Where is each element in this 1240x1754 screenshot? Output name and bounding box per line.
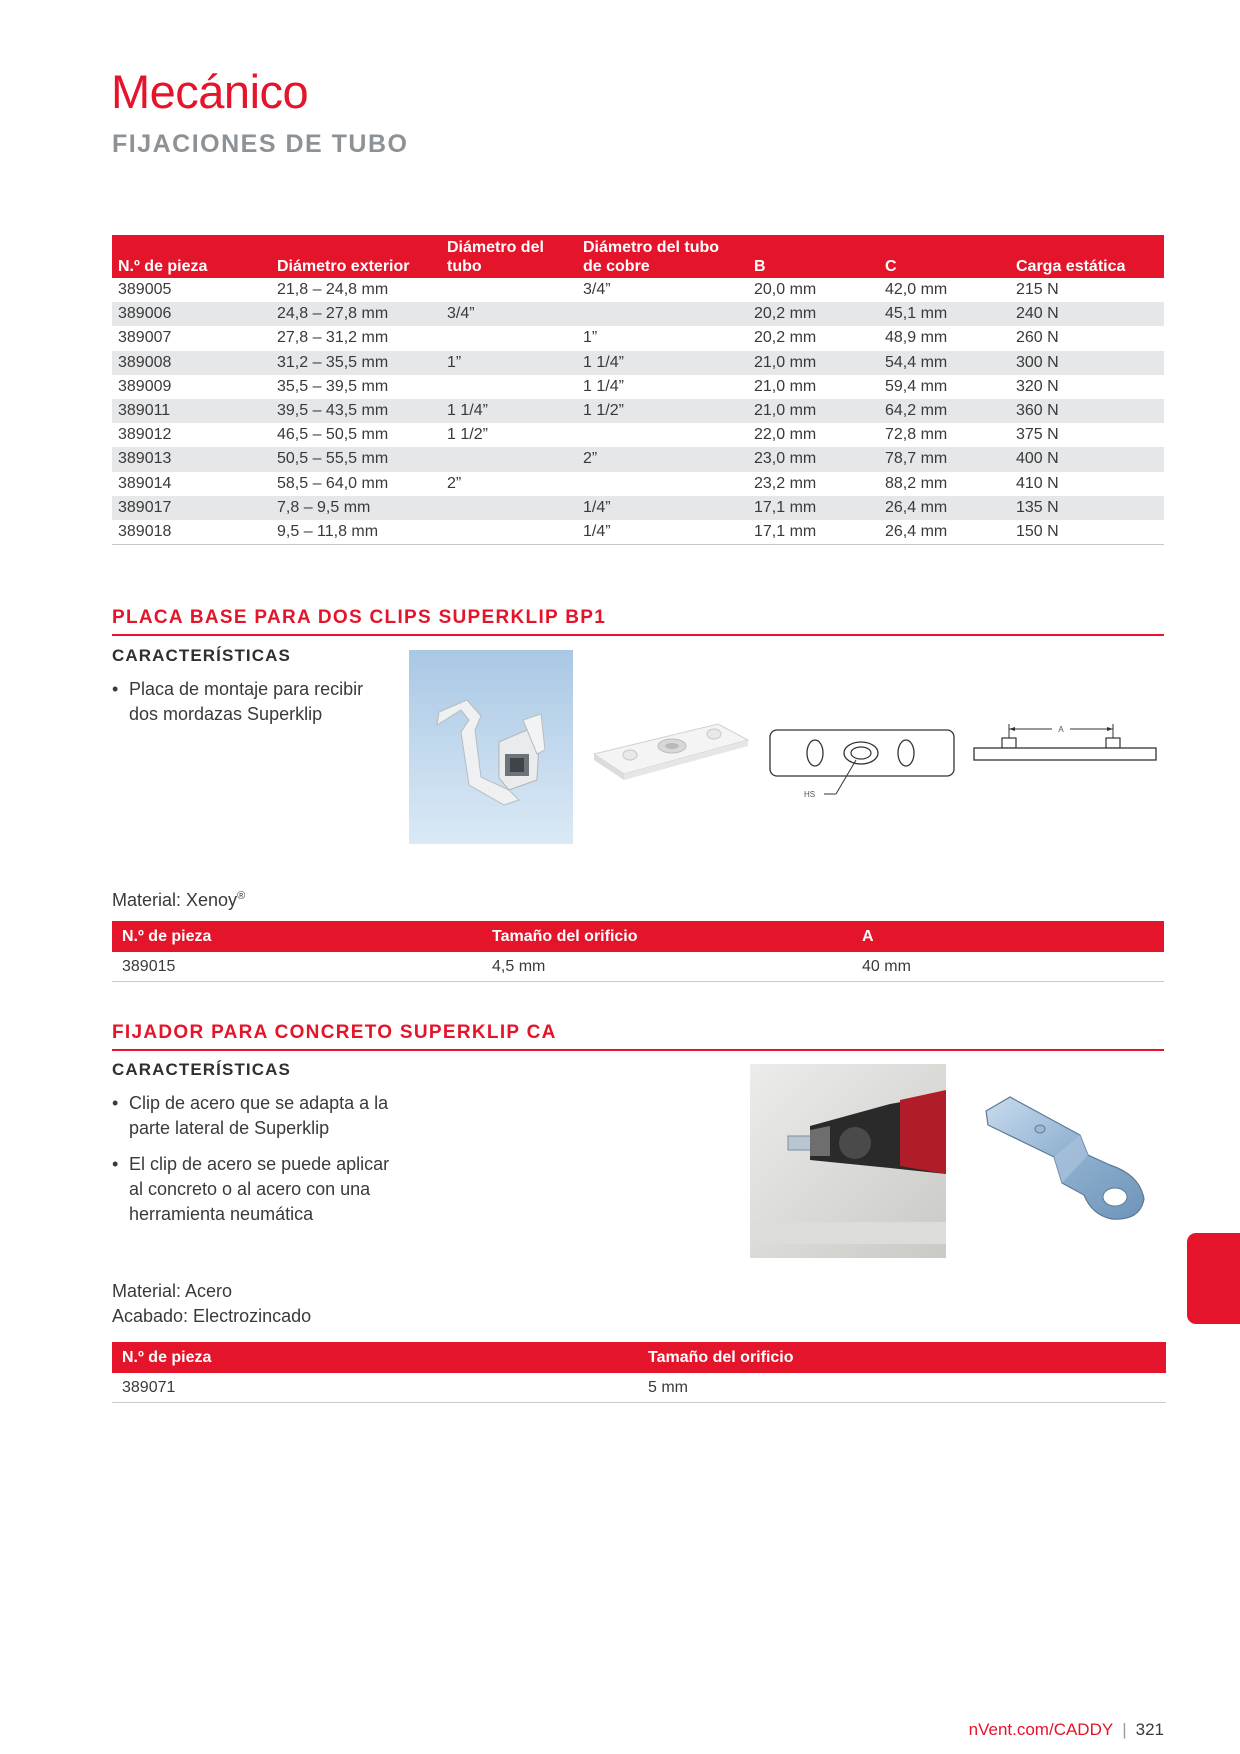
cell-b: 21,0 mm [754, 377, 817, 395]
cell-static-load: 240 N [1010, 302, 1164, 326]
cell-tube-diameter [441, 520, 577, 545]
header-hole-size: Tamaño del orificio [482, 921, 852, 952]
cell-outer-diameter: 24,8 – 27,8 mm [271, 302, 441, 326]
table-header-row [112, 1342, 1166, 1373]
table-row [112, 1373, 1166, 1403]
table-row [112, 351, 1164, 375]
cell-outer-diameter: 21,8 – 24,8 mm [277, 281, 389, 299]
ca-features-title: CARACTERÍSTICAS [112, 1060, 291, 1079]
page-subtitle: FIJACIONES DE TUBO [112, 130, 409, 158]
pipe-fixings-table [112, 235, 1164, 545]
cell-copper-diameter: 1 1/4” [577, 351, 748, 375]
header-hole-size: Tamaño del orificio [638, 1342, 1166, 1373]
table-header-row [112, 921, 1164, 952]
cell-static-load: 320 N [1016, 377, 1059, 395]
cell-part-number: 389015 [112, 952, 482, 982]
cell-c: 54,4 mm [879, 351, 1010, 375]
header-part-number: N.º de pieza [112, 921, 482, 952]
cell-copper-diameter [577, 302, 748, 326]
cell-static-load: 410 N [1016, 474, 1059, 492]
cell-part-number: 389011 [112, 399, 271, 423]
cell-c: 59,4 mm [885, 377, 948, 395]
cell-copper-diameter [577, 472, 748, 496]
table-row [112, 520, 1164, 545]
ca-application-photo [750, 1064, 946, 1258]
cell-outer-diameter: 58,5 – 64,0 mm [277, 474, 389, 492]
bp1-top-view-diagram [768, 720, 958, 802]
cell-outer-diameter: 7,8 – 9,5 mm [271, 496, 441, 520]
cell-tube-diameter: 1 1/2” [447, 426, 488, 444]
header-outer-diameter: Diámetro exterior [271, 235, 441, 278]
header-copper-diameter: Diámetro del tubo de cobre [577, 235, 748, 278]
cell-static-load: 260 N [1016, 329, 1059, 347]
table-row [112, 472, 1164, 496]
bp1-material: Material: Xenoy® [112, 890, 246, 910]
cell-c: 26,4 mm [879, 520, 1010, 545]
cell-copper-diameter: 1/4” [577, 496, 748, 520]
cell-hole-size: 4,5 mm [482, 952, 852, 982]
bp1-feature-item: • Placa de montaje para recibir dos mordazas Superklip [112, 679, 364, 724]
cell-outer-diameter: 31,2 – 35,5 mm [271, 351, 441, 375]
cell-tube-diameter [441, 496, 577, 520]
cell-static-load: 360 N [1010, 399, 1164, 423]
table-row [112, 375, 1164, 399]
hs-label: HS [804, 790, 816, 799]
cell-c: 64,2 mm [879, 399, 1010, 423]
cell-b: 20,2 mm [748, 302, 879, 326]
cell-tube-diameter [441, 447, 577, 471]
ca-section-rule [112, 1049, 1164, 1051]
cell-copper-diameter: 1 1/2” [577, 399, 748, 423]
cell-part-number: 389017 [112, 496, 271, 520]
cell-copper-diameter: 3/4” [583, 281, 611, 299]
table-row [112, 423, 1164, 447]
cell-static-load: 215 N [1016, 281, 1059, 299]
cell-b: 21,0 mm [748, 351, 879, 375]
header-b: B [748, 235, 879, 278]
cell-copper-diameter: 2” [577, 447, 748, 471]
side-tab-marker [1187, 1233, 1240, 1324]
cell-outer-diameter: 27,8 – 31,2 mm [277, 329, 389, 347]
cell-static-load: 135 N [1010, 496, 1164, 520]
ca-finish: Acabado: Electrozincado [112, 1306, 312, 1326]
cell-b: 20,0 mm [754, 281, 817, 299]
cell-part-number: 389014 [118, 474, 172, 492]
cell-part-number: 389012 [118, 426, 172, 444]
cell-part-number: 389009 [118, 377, 172, 395]
table-row [112, 952, 1164, 982]
cell-copper-diameter: 1 1/4” [583, 377, 624, 395]
table-row [112, 302, 1164, 326]
cell-c: 88,2 mm [885, 474, 948, 492]
bp1-table [112, 921, 1164, 982]
table-header-row [112, 235, 1164, 278]
ca-material: Material: Acero [112, 1281, 233, 1301]
cell-part-number: 389018 [112, 520, 271, 545]
footer-separator: | [1122, 1720, 1127, 1739]
cell-tube-diameter: 2” [447, 474, 462, 492]
cell-a: 40 mm [852, 952, 1164, 982]
table-row [112, 447, 1164, 471]
header-part-number: N.º de pieza [112, 235, 271, 278]
cell-outer-diameter: 39,5 – 43,5 mm [271, 399, 441, 423]
header-part-number: N.º de pieza [112, 1342, 638, 1373]
cell-static-load: 150 N [1010, 520, 1164, 545]
footer [969, 1720, 1164, 1740]
cell-part-number: 389013 [112, 447, 271, 471]
cell-part-number: 389006 [112, 302, 271, 326]
ca-clip-image [980, 1095, 1150, 1225]
cell-tube-diameter: 1 1/4” [441, 399, 577, 423]
cell-tube-diameter [441, 278, 577, 302]
cell-b: 22,0 mm [754, 426, 817, 444]
bp1-section-title: PLACA BASE PARA DOS CLIPS SUPERKLIP BP1 [112, 607, 607, 628]
cell-tube-diameter: 3/4” [441, 302, 577, 326]
cell-outer-diameter: 35,5 – 39,5 mm [277, 377, 389, 395]
cell-c: 26,4 mm [879, 496, 1010, 520]
cell-b: 23,2 mm [754, 474, 817, 492]
header-static-load: Carga estática [1010, 235, 1164, 278]
cell-part-number: 389071 [112, 1373, 638, 1403]
header-c: C [879, 235, 1010, 278]
cell-part-number: 389007 [118, 329, 172, 347]
cell-hole-size: 5 mm [638, 1373, 1166, 1403]
cell-copper-diameter [577, 423, 748, 447]
cell-tube-diameter [441, 375, 577, 399]
cell-outer-diameter: 50,5 – 55,5 mm [271, 447, 441, 471]
cell-c: 42,0 mm [885, 281, 948, 299]
cell-tube-diameter [441, 326, 577, 350]
cell-outer-diameter: 9,5 – 11,8 mm [271, 520, 441, 545]
cell-b: 20,2 mm [754, 329, 817, 347]
table-row [112, 278, 1164, 302]
cell-static-load: 375 N [1016, 426, 1059, 444]
a-dimension-label: A [1058, 725, 1064, 734]
cell-static-load: 400 N [1010, 447, 1164, 471]
bullet-dot: • [112, 1154, 119, 1174]
cell-b: 17,1 mm [748, 520, 879, 545]
header-tube-diameter: Diámetro del tubo [441, 235, 577, 278]
cell-c: 45,1 mm [879, 302, 1010, 326]
cell-c: 48,9 mm [885, 329, 948, 347]
cell-c: 72,8 mm [885, 426, 948, 444]
cell-part-number: 389005 [118, 281, 172, 299]
bp1-side-view-diagram [972, 718, 1162, 770]
bp1-section-rule [112, 634, 1164, 636]
page-title: Mecánico [111, 65, 309, 118]
table-row [112, 326, 1164, 350]
cell-static-load: 300 N [1010, 351, 1164, 375]
bp1-plate-image [590, 720, 754, 782]
bp1-features-title: CARACTERÍSTICAS [112, 646, 291, 665]
table-row [112, 496, 1164, 520]
cell-c: 78,7 mm [879, 447, 1010, 471]
ca-feature-item: • Clip de acero que se adapta a la parte lateral de Superklip [112, 1093, 389, 1138]
cell-outer-diameter: 46,5 – 50,5 mm [277, 426, 389, 444]
bullet-dot: • [112, 1093, 119, 1113]
cell-copper-diameter: 1” [583, 329, 598, 347]
bullet-dot: • [112, 679, 119, 699]
cell-b: 23,0 mm [748, 447, 879, 471]
footer-site-link[interactable]: nVent.com/CADDY [968, 1720, 1114, 1739]
ca-section-title: FIJADOR PARA CONCRETO SUPERKLIP CA [112, 1022, 557, 1043]
page-number: 321 [1135, 1720, 1164, 1739]
cell-tube-diameter: 1” [441, 351, 577, 375]
table-row [112, 399, 1164, 423]
bp1-product-photo [409, 650, 573, 844]
ca-feature-item: • El clip de acero se puede aplicar al concreto o al acero con una herramienta neumática [112, 1154, 390, 1224]
cell-b: 21,0 mm [748, 399, 879, 423]
cell-b: 17,1 mm [748, 496, 879, 520]
header-a: A [852, 921, 1164, 952]
cell-copper-diameter: 1/4” [577, 520, 748, 545]
cell-part-number: 389008 [112, 351, 271, 375]
ca-table [112, 1342, 1166, 1403]
